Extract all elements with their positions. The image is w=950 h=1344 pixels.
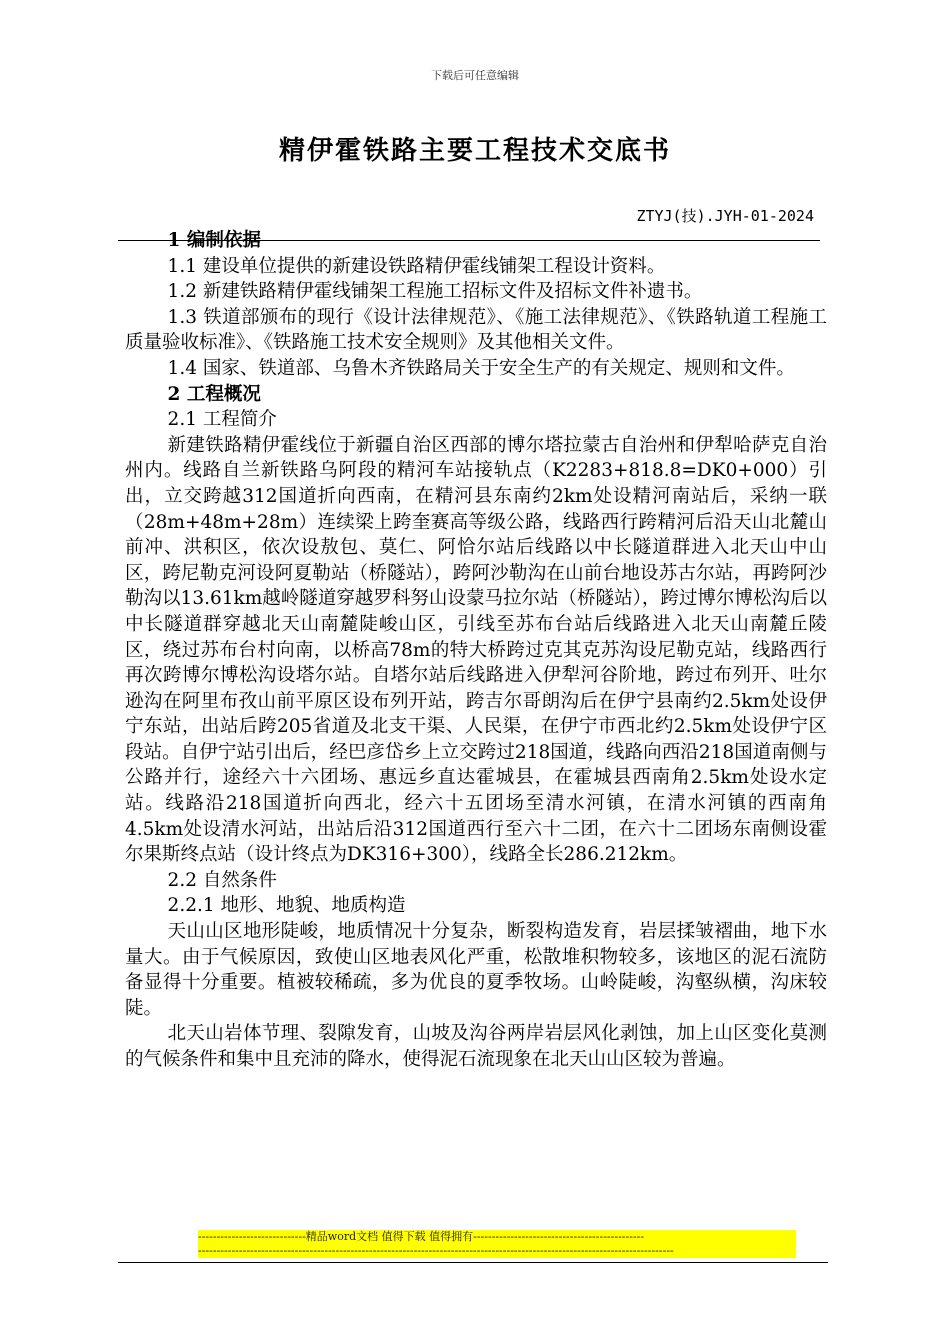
paragraph-1-1: 1.1 建设单位提供的新建设铁路精伊霍线铺架工程设计资料。 [167, 255, 666, 277]
paragraph-2-2-1-a: 天山山区地形陡峻，地质情况十分复杂，断裂构造发育，岩层揉皱褶曲，地下水量大。由于气候原因，致使山区地表风化严重，松散堆积物较多，该地区的泥石流防备显得十分重要。植被较稀疏，多为优良的夏季牧场。山岭陡峻，沟壑纵横，沟床较陡。 [125, 921, 827, 1019]
paragraph-1-2: 1.2 新建铁路精伊霍线铺架工程施工招标文件及招标文件补遗书。 [167, 281, 703, 303]
paragraph-1-3: 1.3 铁道部颁布的现行《设计法律规范》、《施工法律规范》、《铁路轨道工程施工质量验收标准》、《铁路施工技术安全规则》及其他相关文件。 [125, 306, 827, 354]
footer-rule [118, 1262, 828, 1263]
document-body [125, 228, 827, 1073]
footer-banner [198, 1230, 796, 1258]
paragraph-2-2-1-b: 北天山岩体节理、裂隙发育，山坡及沟谷两岸岩层风化剥蚀，加上山区变化莫测的气候条件和集中且充沛的降水，使得泥石流现象在北天山山区较为普遍。 [125, 1023, 827, 1070]
document-number: ZTYJ(技).JYH-01-2024 [636, 207, 814, 225]
document-title: 精伊霍铁路主要工程技术交底书 [278, 136, 671, 166]
header-note: 下载后可任意编辑 [431, 69, 519, 82]
subsection-2-2: 2.2 自然条件 [167, 869, 277, 891]
subsection-2-2-1: 2.2.1 地形、地貌、地质构造 [167, 895, 406, 917]
subsection-2-1: 2.1 工程简介 [167, 409, 277, 431]
section-2-heading: 2 工程概况 [167, 383, 261, 405]
section-1-heading: 1 编制依据 [167, 230, 261, 251]
paragraph-2-1: 新建铁路精伊霍线位于新疆自治区西部的博尔塔拉蒙古自治州和伊犁哈萨克自治州内。线路自兰新铁路乌阿段的精河车站接轨点（K2283+818.8=DK0+000）引出，立交跨越312国道折向西南，在精河县东南约2km处设精河南站后，采纳一联（28m+48m+28m）连续梁上跨奎赛高等级公路，线路西行跨精河后沿天山北麓山前冲、洪积区，依次设敖包、莫仁、阿恰尔站后线路以中长隧道群进入北天山中山区，跨尼勒克河设阿夏勒站（桥隧站），跨阿沙勒沟在山前台地设苏古尔站，再跨阿沙勒沟以13.61km越岭隧道穿越罗科努山设蒙马拉尔站（桥隧站），跨过博尔博松沟后以中长隧道群穿越北天山南麓陡峻山区，引线至苏布台站后线路进入北天山南麓丘陵区，绕过苏布台村向南，以桥高78m的特大桥跨过克其克苏沟设尼勒克站，线路西行再次跨博尔博松沟设塔尔站。自塔尔站后线路进入伊犁河谷阶地，跨过布列开、吐尔逊沟在阿里布孜山前平原区设布列开站，跨吉尔哥朗沟后在伊宁县南约2.5km处设伊宁东站，出站后跨205省道及北支干渠、人民渠，在伊宁市西北约2.5km处设伊宁区段站。自伊宁站引出后，经巴彦岱乡上立交跨过218国道，线路向西沿218国道南侧与公路并行，途经六十六团场、惠远乡直达霍城县，在霍城县西南角2.5km处设水定站。线路沿218国道折向西北，经六十五团场至清水河镇，在清水河镇的西南角4.5km处设清水河站，出站后沿312国道西行至六十二团，在六十二团场东南侧设霍尔果斯终点站（设计终点为DK316+300），线路全长286.212km。 [125, 434, 827, 866]
footer-line-2: -------------------------------------------------------------------------------------------------------------------------------- [198, 1244, 796, 1258]
paragraph-1-4: 1.4 国家、铁道部、乌鲁木齐铁路局关于安全生产的有关规定、规则和文件。 [167, 357, 795, 379]
footer-line-1: -----------------------------精品word文档 值得下载 值得拥有---------------------------------------------- [198, 1230, 796, 1244]
